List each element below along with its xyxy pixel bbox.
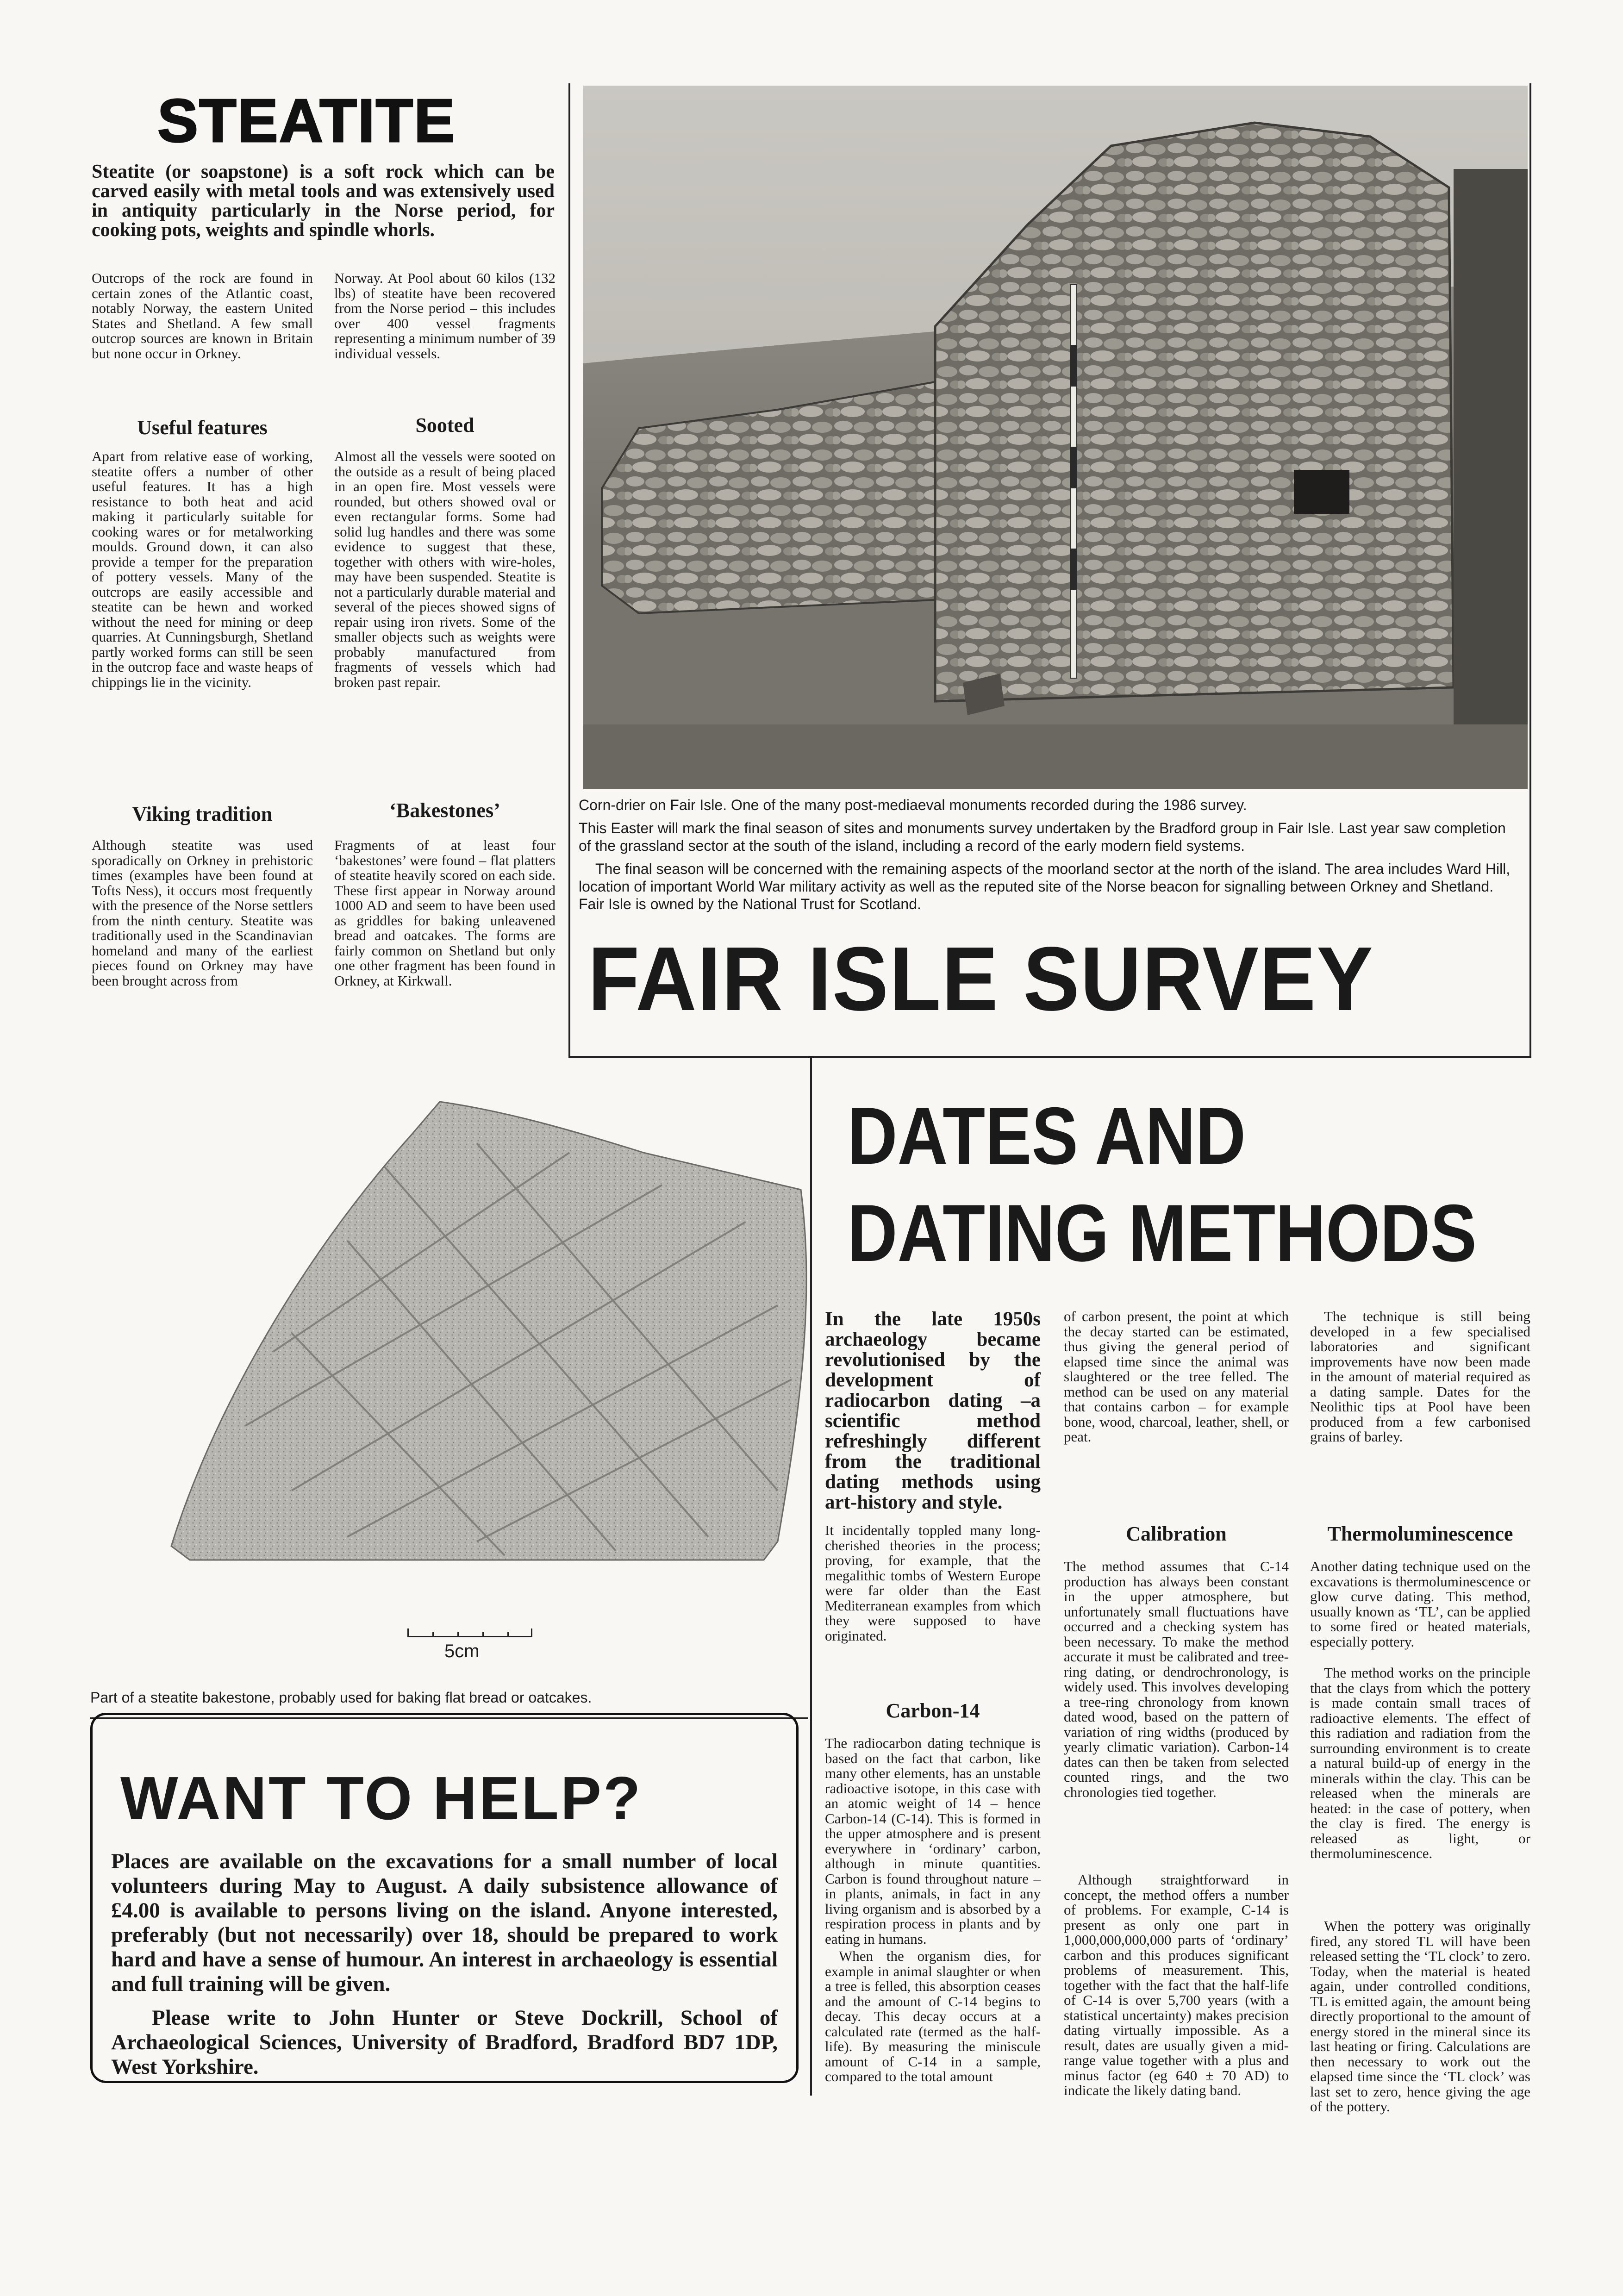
dates-title-line1: DATES AND bbox=[847, 1091, 1246, 1181]
sooted-heading: Sooted bbox=[415, 414, 474, 437]
steatite-title: STEATITE bbox=[157, 87, 456, 155]
carbon-14-text-p2: When the organism dies, for example in animal slaughter or when a tree is felled, this absorption ceases and the amount of C-14 begins to decay. This decay occurs at a calculated rate (termed as the half-life). By measuring the miniscule amount of C-14 in a sample, compared to the total amount bbox=[825, 1948, 1041, 2084]
corn-drier-image bbox=[583, 86, 1528, 789]
dates-title-line2: DATING METHODS bbox=[847, 1188, 1477, 1279]
fairisle-box-bottom-border bbox=[568, 1056, 1531, 1058]
fairisle-caption-para1: This Easter will mark the final season of sites and monuments survey undertaken by the Bradford group in Fair Isle. Last year saw completion of the grassland sector at the south of the island, including a record of the early modern field systems. bbox=[579, 820, 1506, 854]
want-to-help-text: Places are available on the excavations for a small number of local volunteers during May to August. A daily subsistence allowance of £4.00 is available to persons living on the island. Anyone interested, preferably (but not necessarily) over 18, should be prepared to work hard and have a sense of humour. An interest in archaeology is essential and full training will be given. bbox=[111, 1849, 778, 1996]
bakestone-caption: Part of a steatite bakestone, probably used for baking flat bread or oatcakes. bbox=[90, 1689, 592, 1706]
fairisle-box-left-border bbox=[568, 83, 570, 1058]
calibration-text-p1: The method assumes that C-14 production has always been constant in the upper atmosphere, but unfortunately small fluctuations have occurred and a checking system has been necessary. To make the method accurate it must be calibrated and tree-ring dating, or dendrochronology, is widely used. This involves developing a tree-ring chronology from known dated wood, based on the pattern of variation of ring widths (produced by yearly climatic variation). Carbon-14 dates can then be taken from selected counted rings, and the two chronologies tied together. bbox=[1064, 1558, 1289, 1800]
dates-left-border bbox=[810, 1056, 812, 2096]
steatite-intro: Steatite (or soapstone) is a soft rock which can be carved easily with metal tools and was extensively used in antiquity particularly in the Norse period, for cooking pots, weights and spindle whorls. bbox=[92, 161, 555, 241]
viking-tradition-text: Although steatite was used sporadically on Orkney in prehistoric times (examples have been found at Tofts Ness), it occurs most frequently with the presence of the Norse settlers from the ninth century. Steatite was traditionally used in the Scandinavian homeland and many of the earliest pieces found on Orkney may have been brought across from bbox=[92, 837, 313, 989]
dates-col3-text: The technique is still being developed in a few specialised laboratories and significant improvements have now been made in the amount of material required as a dating sample. Dates for the Neolithic tips at Pool have been produced from a few carbonised grains of barley. bbox=[1310, 1308, 1530, 1445]
carbon-14-heading: Carbon-14 bbox=[886, 1699, 980, 1722]
want-to-help-title: WANT TO HELP? bbox=[120, 1764, 643, 1832]
bakestone-image bbox=[153, 1074, 829, 1657]
dates-col2-text: of carbon present, the point at which the decay started can be estimated, thus giving the general period of elapsed time since the animal was slaughtered or the tree felled. The method can be used on any material that contains carbon – for example bone, wood, charcoal, leather, shell, or peat. bbox=[1064, 1308, 1289, 1445]
scale-bar-label: 5cm bbox=[444, 1641, 480, 1661]
calibration-text-p2: Although straightforward in concept, the method offers a number of problems. For example, C-14 is present as only one part in 1,000,000,000,000 parts of ‘ordinary’ carbon and this produces significant problems of measurement. This, together with the fact that the half-life of C-14 is over 5,700 years (with a statistical uncertainty) makes precision dating virtually impossible. As a result, dates are usually given a mid-range value together with a plus and minus factor (eg 640 ± 70 AD) to indicate the likely dating band. bbox=[1064, 1872, 1289, 2098]
fairisle-box-right-border bbox=[1529, 83, 1531, 1058]
useful-features-text: Apart from relative ease of working, steatite offers a number of other useful features. It has a high resistance to both heat and acid making it particularly suitable for cooking wares or for metalworking moulds. Ground down, it can also provide a temper for the preparation of pottery vessels. Many of the outcrops are easily accessible and steatite can be hewn and worked without the need for mining or deep quarries. At Cunningsburgh, Shetland partly worked forms can still be seen in the outcrop face and waste heaps of chippings lie in the vicinity. bbox=[92, 448, 313, 690]
thermoluminescence-heading: Thermoluminescence bbox=[1327, 1522, 1513, 1545]
bakestones-text: Fragments of at least four ‘bakestones’ were found – flat platters of steatite heavily scored on each side. These first appear in Norway around 1000 AD and seem to have been used as griddles for baking unleavened bread and oatcakes. The forms are fairly common on Shetland but only one other fragment has been found in Orkney, at Kirkwall. bbox=[334, 837, 556, 989]
fairisle-headline: FAIR ISLE SURVEY bbox=[588, 928, 1374, 1029]
steatite-col1-intro: Outcrops of the rock are found in certain zones of the Atlantic coast, notably Norway, the eastern United States and Shetland. A few small outcrop sources are known in Britain but none occur in Orkney. bbox=[92, 270, 313, 362]
steatite-col2-intro: Norway. At Pool about 60 kilos (132 lbs) of steatite have been recovered from the Norse period – this includes over 400 vessel fragments representing a minimum number of 39 individual vessels. bbox=[334, 270, 556, 362]
want-to-help-contact: Please write to John Hunter or Steve Dockrill, School of Archaeological Sciences, University of Bradford, Bradford BD7 1DP, West Yorkshire. bbox=[111, 2006, 778, 2079]
sooted-text: Almost all the vessels were sooted on the outside as a result of being placed in an open fire. Most vessels were rounded, but others showed oval or even rectangular forms. Some had solid lug handles and there was some evidence to suggest that these, together with others with wire-holes, may have been suspended. Steatite is not a particularly durable material and several of the pieces showed signs of repair using iron rivets. Some of the smaller objects such as weights were probably manufactured from fragments of vessels which had broken past repair. bbox=[334, 448, 556, 690]
thermoluminescence-text-p1: Another dating technique used on the excavations is thermoluminescence or glow curve dating. This method, usually known as ‘TL’, can be applied to some fired or heated materials, especially pottery. bbox=[1310, 1558, 1530, 1650]
viking-tradition-heading: Viking tradition bbox=[132, 803, 273, 825]
corn-drier-photo bbox=[583, 86, 1528, 789]
useful-features-heading: Useful features bbox=[137, 416, 268, 439]
thermoluminescence-text-p2: The method works on the principle that the clays from which the pottery is made contain small traces of radioactive elements. The effect of this radiation and radiation from the surrounding environment is to create a natural build-up of energy in the minerals within the clay. This can be released when the minerals are heated: in the case of pottery, when the clay is fired. The energy is released as light, or thermoluminescence. bbox=[1310, 1665, 1530, 1861]
calibration-heading: Calibration bbox=[1126, 1522, 1227, 1545]
carbon-14-text-p1: The radiocarbon dating technique is based on the fact that carbon, like many other elements, has an unstable radioactive isotope, in this case with an atomic weight of 14 – hence Carbon-14 (C-14). This is formed in the upper atmosphere and is present everywhere in ‘ordinary’ carbon, although in minute quantities. Carbon is found throughout nature – in plants, animals, in fact in any living organism and is absorbed by a respiration process in plants and by eating in humans. bbox=[825, 1735, 1041, 1947]
thermoluminescence-text-p3: When the pottery was originally fired, any stored TL will have been released setting the ‘TL clock’ to zero. Today, when the material is heated again, under controlled conditions, TL is emitted again, the amount being directly proportional to the amount of energy stored in the mineral since its last heating or firing. Calculations are then necessary to work out the elapsed time since the ‘TL clock’ was last set to zero, hence giving the age of the pottery. bbox=[1310, 1918, 1530, 2115]
corn-drier-caption: Corn-drier on Fair Isle. One of the many post-mediaeval monuments recorded during the 1986 survey. bbox=[579, 797, 1247, 813]
fairisle-caption-para2: The final season will be concerned with the remaining aspects of the moorland sector at the north of the island. The area includes Ward Hill, location of important World War military activity as well as the reputed site of the Norse beacon for signalling between Orkney and Shetland. Fair Isle is owned by the National Trust for Scotland. bbox=[579, 861, 1511, 912]
bakestones-heading: ‘Bakestones’ bbox=[389, 799, 500, 822]
dates-col1-text: It incidentally toppled many long-cherished theories in the process; proving, for example, that the megalithic tombs of Western Europe were far older than the East Mediterranean examples from which they were supposed to have originated. bbox=[825, 1522, 1041, 1644]
bakestone-photo bbox=[153, 1074, 829, 1657]
dates-intro: In the late 1950s archaeology became revolutionised by the development of radiocarbon dating –a scientific method refreshingly different from the traditional dating methods using art-history and style. bbox=[825, 1308, 1041, 1513]
scale-bar bbox=[407, 1628, 532, 1637]
